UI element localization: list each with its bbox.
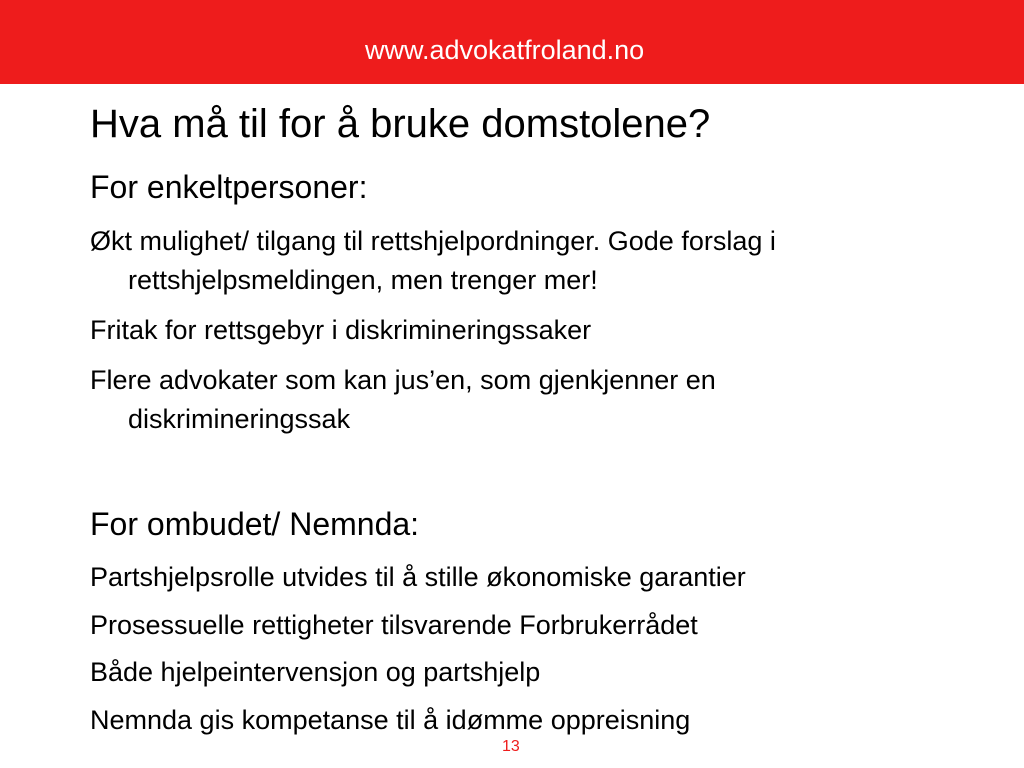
- header-banner: [0, 0, 1024, 84]
- slide-title: Hva må til for å bruke domstolene?: [90, 102, 711, 146]
- bullet-procedural-rights: Prosessuelle rettigheter tilsvarende Forbrukerrådet: [90, 610, 698, 640]
- bullet-lawyers-line2: diskrimineringssak: [128, 404, 351, 434]
- bullet-redress: Nemnda gis kompetanse til å idømme oppreisning: [90, 705, 691, 735]
- bullet-legal-aid-line2: rettshjelpsmeldingen, men trenger mer!: [128, 265, 598, 295]
- bullet-court-fee: Fritak for rettsgebyr i diskrimineringssaker: [90, 315, 592, 345]
- bullet-intervention: Både hjelpeintervensjon og partshjelp: [90, 657, 541, 687]
- website-url: www.advokatfroland.no: [365, 35, 645, 65]
- page-number: 13: [502, 738, 520, 755]
- section-heading-ombud: For ombudet/ Nemnda:: [90, 506, 420, 542]
- bullet-lawyers-line1: Flere advokater som kan jus’en, som gjenkjenner en: [90, 365, 716, 395]
- section-heading-individuals: For enkeltpersoner:: [90, 169, 368, 205]
- bullet-legal-aid-line1: Økt mulighet/ tilgang til rettshjelpordninger. Gode forslag i: [90, 226, 776, 256]
- bullet-party-support: Partshjelpsrolle utvides til å stille økonomiske garantier: [90, 562, 746, 592]
